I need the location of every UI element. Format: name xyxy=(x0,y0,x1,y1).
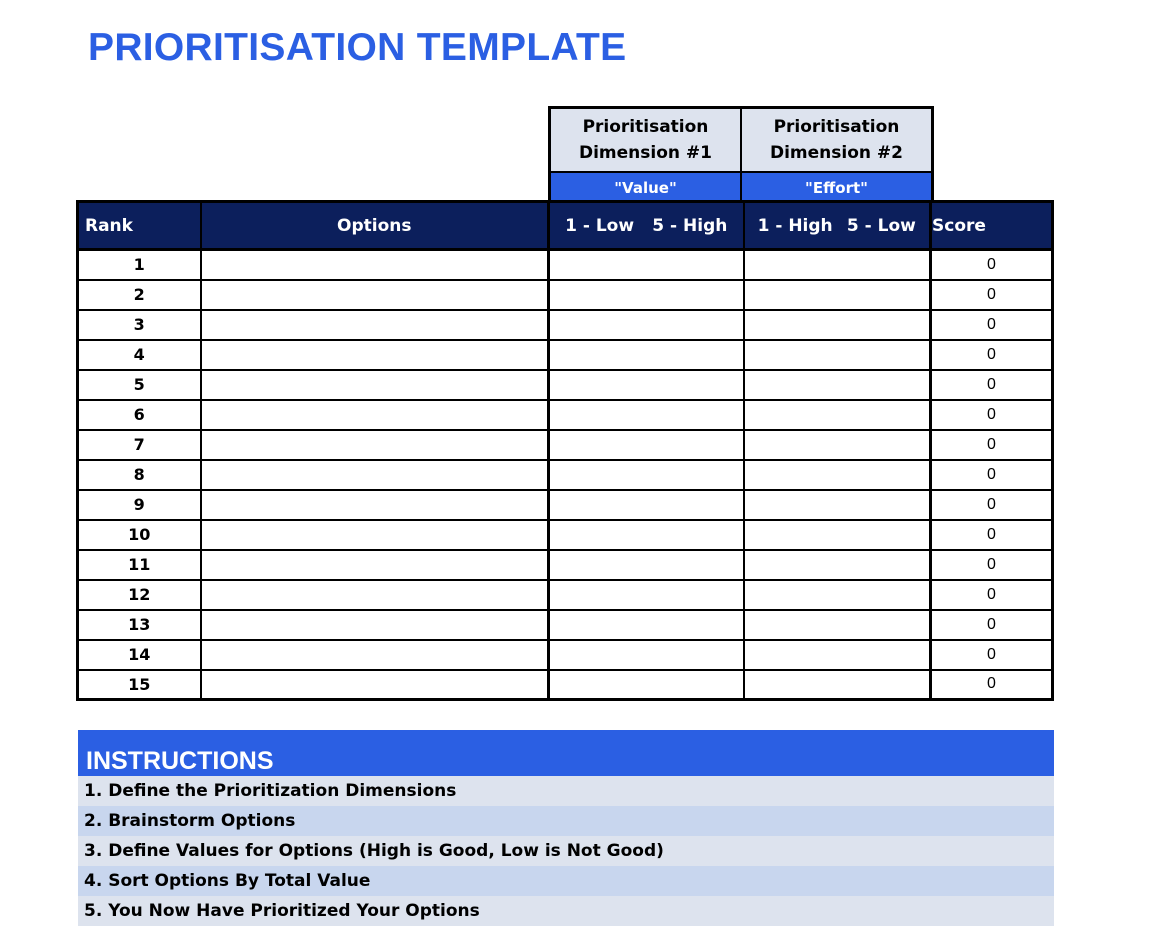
rank-cell: 14 xyxy=(78,640,201,670)
rank-cell: 10 xyxy=(78,520,201,550)
option-cell[interactable] xyxy=(201,670,549,700)
dimension-1-title[interactable]: Prioritisation Dimension #1 xyxy=(551,109,740,173)
dimension-2-title[interactable]: Prioritisation Dimension #2 xyxy=(742,109,931,173)
table-row xyxy=(78,580,1053,610)
table-row xyxy=(78,280,1053,310)
table-row xyxy=(78,370,1053,400)
page-title: PRIORITISATION TEMPLATE xyxy=(88,26,627,69)
dimension-2-cell[interactable] xyxy=(744,520,931,550)
option-cell[interactable] xyxy=(201,370,549,400)
instruction-step: 4. Sort Options By Total Value xyxy=(78,866,1054,896)
dimension-1-scale-header: 1 - Low 5 - High xyxy=(549,202,744,250)
score-cell: 0 xyxy=(931,430,1053,460)
score-cell: 0 xyxy=(931,520,1053,550)
dimension-1-cell[interactable] xyxy=(549,280,744,310)
option-cell[interactable] xyxy=(201,430,549,460)
score-cell: 0 xyxy=(931,340,1053,370)
dimension-2-cell[interactable] xyxy=(744,640,931,670)
score-cell: 0 xyxy=(931,550,1053,580)
instruction-step: 3. Define Values for Options (High is Good, Low is Not Good) xyxy=(78,836,1054,866)
rank-cell: 11 xyxy=(78,550,201,580)
dimension-1-cell[interactable] xyxy=(549,370,744,400)
instruction-step: 5. You Now Have Prioritized Your Options xyxy=(78,896,1054,926)
table-row xyxy=(78,430,1053,460)
table-row xyxy=(78,400,1053,430)
dimension-1-cell[interactable] xyxy=(549,670,744,700)
rank-cell: 4 xyxy=(78,340,201,370)
rank-cell: 7 xyxy=(78,430,201,460)
score-cell: 0 xyxy=(931,580,1053,610)
dimension-1-header xyxy=(551,109,740,202)
dimension-1-cell[interactable] xyxy=(549,460,744,490)
table-row xyxy=(78,610,1053,640)
dimension-1-cell[interactable] xyxy=(549,340,744,370)
option-cell[interactable] xyxy=(201,520,549,550)
dimension-2-cell[interactable] xyxy=(744,250,931,280)
rank-cell: 12 xyxy=(78,580,201,610)
table-header-row xyxy=(78,202,1053,250)
dimension-2-cell[interactable] xyxy=(744,490,931,520)
dimension-2-cell[interactable] xyxy=(744,280,931,310)
prioritisation-table xyxy=(76,200,1054,701)
dimension-1-cell[interactable] xyxy=(549,400,744,430)
dimension-2-label[interactable]: "Effort" xyxy=(742,173,931,202)
instruction-step: 2. Brainstorm Options xyxy=(78,806,1054,836)
option-cell[interactable] xyxy=(201,640,549,670)
option-cell[interactable] xyxy=(201,340,549,370)
dimension-1-cell[interactable] xyxy=(549,580,744,610)
rank-cell: 6 xyxy=(78,400,201,430)
rank-cell: 15 xyxy=(78,670,201,700)
option-cell[interactable] xyxy=(201,610,549,640)
table-row xyxy=(78,340,1053,370)
table-row xyxy=(78,670,1053,700)
score-cell: 0 xyxy=(931,610,1053,640)
score-cell: 0 xyxy=(931,490,1053,520)
dimension-1-label[interactable]: "Value" xyxy=(551,173,740,202)
rank-cell: 5 xyxy=(78,370,201,400)
dimension-2-cell[interactable] xyxy=(744,460,931,490)
option-cell[interactable] xyxy=(201,460,549,490)
table-row xyxy=(78,490,1053,520)
dimension-1-cell[interactable] xyxy=(549,310,744,340)
instructions-panel xyxy=(78,730,1054,926)
options-header: Options xyxy=(201,202,549,250)
dimension-2-cell[interactable] xyxy=(744,610,931,640)
table-row xyxy=(78,250,1053,280)
dimension-2-cell[interactable] xyxy=(744,400,931,430)
dimension-2-cell[interactable] xyxy=(744,580,931,610)
dimension-1-cell[interactable] xyxy=(549,430,744,460)
table-row xyxy=(78,520,1053,550)
rank-cell: 13 xyxy=(78,610,201,640)
option-cell[interactable] xyxy=(201,310,549,340)
rank-cell: 9 xyxy=(78,490,201,520)
instructions-heading: INSTRUCTIONS xyxy=(78,730,1054,776)
dimension-2-cell[interactable] xyxy=(744,550,931,580)
dimension-1-cell[interactable] xyxy=(549,490,744,520)
rank-header: Rank xyxy=(78,202,201,250)
table-row xyxy=(78,310,1053,340)
table-row xyxy=(78,640,1053,670)
score-header: Score xyxy=(931,202,1053,250)
dimension-2-cell[interactable] xyxy=(744,370,931,400)
dimension-1-cell[interactable] xyxy=(549,520,744,550)
option-cell[interactable] xyxy=(201,580,549,610)
score-cell: 0 xyxy=(931,280,1053,310)
dimension-2-cell[interactable] xyxy=(744,430,931,460)
score-cell: 0 xyxy=(931,640,1053,670)
score-cell: 0 xyxy=(931,400,1053,430)
dimension-1-cell[interactable] xyxy=(549,640,744,670)
score-cell: 0 xyxy=(931,310,1053,340)
score-cell: 0 xyxy=(931,670,1053,700)
rank-cell: 3 xyxy=(78,310,201,340)
instruction-step: 1. Define the Prioritization Dimensions xyxy=(78,776,1054,806)
dimension-2-scale-header: 1 - High 5 - Low xyxy=(744,202,931,250)
option-cell[interactable] xyxy=(201,250,549,280)
score-cell: 0 xyxy=(931,370,1053,400)
score-cell: 0 xyxy=(931,460,1053,490)
dimension-1-cell[interactable] xyxy=(549,550,744,580)
option-cell[interactable] xyxy=(201,280,549,310)
option-cell[interactable] xyxy=(201,550,549,580)
option-cell[interactable] xyxy=(201,490,549,520)
dimension-2-header xyxy=(740,109,931,202)
table-row xyxy=(78,550,1053,580)
option-cell[interactable] xyxy=(201,400,549,430)
dimension-header-block xyxy=(548,106,934,202)
dimension-1-cell[interactable] xyxy=(549,610,744,640)
table-row xyxy=(78,460,1053,490)
score-cell: 0 xyxy=(931,250,1053,280)
rank-cell: 1 xyxy=(133,255,145,275)
rank-cell: 8 xyxy=(78,460,201,490)
dimension-2-cell[interactable] xyxy=(744,340,931,370)
rank-cell: 2 xyxy=(78,280,201,310)
dimension-1-cell[interactable] xyxy=(549,250,744,280)
dimension-2-cell[interactable] xyxy=(744,670,931,700)
dimension-2-cell[interactable] xyxy=(744,310,931,340)
